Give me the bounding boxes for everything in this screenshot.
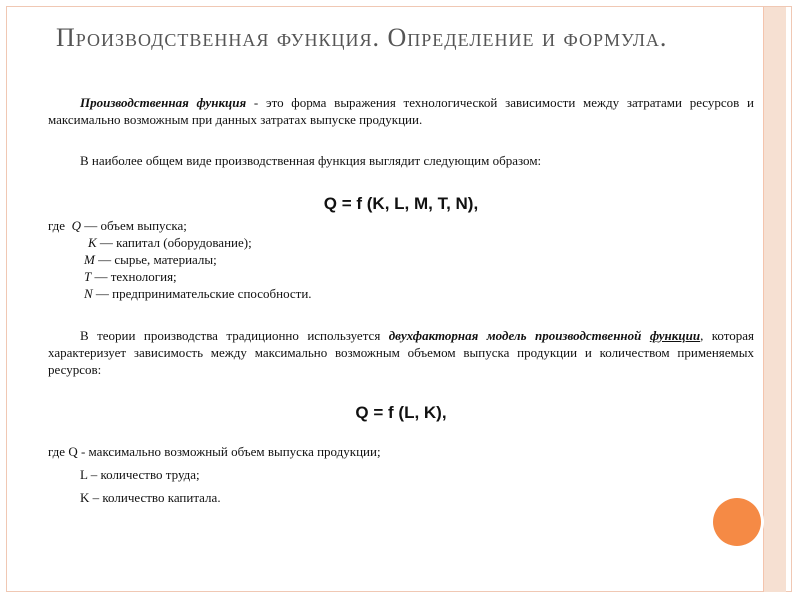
legend-item: K – количество капитала.: [80, 490, 221, 505]
formula-two-factor: Q = f (L, K),: [355, 403, 447, 422]
legend-item: L – количество труда;: [80, 467, 200, 482]
legend-item: T — технология;: [84, 269, 177, 284]
legend-item: где Q - максимально возможный объем выпуска продукции;: [48, 444, 381, 459]
legend-two-factor: [48, 443, 754, 506]
definition-term: Производственная функция: [80, 95, 247, 110]
decorative-sidebar: [764, 7, 786, 592]
slide-content: [48, 94, 754, 506]
general-intro: В наиболее общем виде производственная функция выглядит следующим образом:: [80, 153, 542, 168]
definition-paragraph: [48, 94, 754, 128]
legend-item: M — сырье, материалы;: [84, 252, 217, 267]
two-factor-term-end: функции: [649, 328, 701, 343]
two-factor-term: двухфакторная модель производственной: [388, 328, 642, 343]
slide-title: Производственная функция. Определение и формула.: [56, 23, 668, 52]
legend-item: N — предпринимательские способности.: [84, 286, 312, 301]
legend-item: K — капитал (оборудование);: [88, 235, 252, 250]
definition-text: - это форма выражения технологической зависимости между затратами ресурсов и максимально возможным при данных затратах выпуске продукции.: [48, 95, 755, 127]
legend-item: где Q — объем выпуска;: [48, 218, 187, 233]
legend-general: [48, 217, 754, 302]
formula-general: Q = f (K, L, M, T, N),: [323, 194, 479, 213]
two-factor-paragraph: В теории производства традиционно используется двухфакторная модель производственной функции, которая характеризует зависимость между максимально возможным объемом выпуска продукции и количеством применяемых ресурсов:: [48, 328, 754, 377]
